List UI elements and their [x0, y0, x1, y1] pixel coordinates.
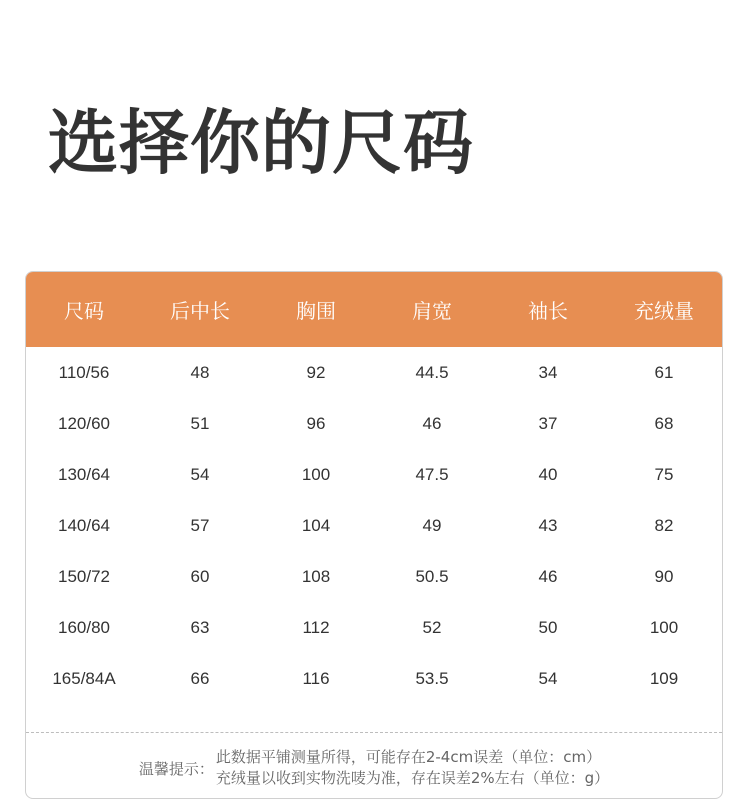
table-cell: 96: [306, 413, 326, 433]
table-cell: 47.5: [415, 464, 449, 484]
table-cell: 165/84A: [52, 668, 116, 688]
size-chart-card: [25, 271, 723, 799]
header-back-length: 后中长: [170, 299, 230, 323]
table-cell: 61: [654, 362, 674, 382]
table-cell: 140/64: [58, 515, 110, 535]
table-row: [26, 602, 722, 653]
table-cell: 66: [190, 668, 210, 688]
table-cell: 44.5: [415, 362, 449, 382]
table-cell: 40: [538, 464, 558, 484]
header-sleeve: 袖长: [528, 299, 568, 323]
header-size: 尺码: [64, 299, 104, 323]
table-cell: 54: [538, 668, 558, 688]
table-cell: 46: [538, 566, 558, 586]
table-cell: 34: [538, 362, 558, 382]
table-cell: 52: [422, 617, 442, 637]
size-chart-body: [26, 347, 722, 704]
table-cell: 57: [190, 515, 210, 535]
table-cell: 120/60: [58, 413, 110, 433]
table-cell: 82: [654, 515, 674, 535]
table-cell: 43: [538, 515, 558, 535]
header-chest: 胸围: [296, 299, 336, 323]
table-row: [26, 653, 722, 704]
table-row: [26, 398, 722, 449]
table-cell: 68: [654, 413, 674, 433]
table-cell: 37: [538, 413, 558, 433]
note-lines: [216, 747, 609, 789]
page-title: 选择你的尺码: [48, 102, 474, 184]
table-row: [26, 449, 722, 500]
table-cell: 100: [301, 464, 331, 484]
table-cell: 130/64: [58, 464, 110, 484]
table-cell: 110/56: [58, 362, 110, 382]
dashed-divider: [26, 732, 722, 733]
table-cell: 54: [190, 464, 210, 484]
table-cell: 51: [190, 413, 210, 433]
table-cell: 160/80: [58, 617, 110, 637]
table-row: [26, 347, 722, 398]
table-cell: 112: [302, 617, 330, 637]
table-cell: 109: [649, 668, 679, 688]
table-cell: 48: [190, 362, 210, 382]
table-cell: 60: [190, 566, 210, 586]
note-line-measure: 此数据平铺测量所得，可能存在2-4cm误差（单位：cm）: [215, 748, 602, 766]
table-cell: 63: [190, 617, 210, 637]
note: [26, 740, 722, 796]
table-cell: 150/72: [58, 566, 110, 586]
table-cell: 100: [649, 617, 679, 637]
header-fill-weight: 充绒量: [634, 299, 694, 323]
table-row: [26, 551, 722, 602]
table-cell: 75: [654, 464, 674, 484]
table-cell: 50.5: [415, 566, 449, 586]
table-cell: 49: [422, 515, 442, 535]
table-cell: 116: [302, 668, 330, 688]
table-cell: 108: [301, 566, 331, 586]
table-cell: 53.5: [415, 668, 449, 688]
table-cell: 92: [306, 362, 326, 382]
table-cell: 50: [538, 617, 558, 637]
note-label: 温馨提示：: [138, 759, 214, 778]
table-cell: 90: [654, 566, 674, 586]
table-cell: 104: [301, 515, 331, 535]
table-row: [26, 500, 722, 551]
size-chart-header: [26, 272, 722, 347]
note-line-fill: 充绒量以收到实物洗唛为准，存在误差2%左右（单位：g）: [215, 769, 610, 787]
table-cell: 46: [422, 413, 442, 433]
header-shoulder: 肩宽: [412, 299, 452, 323]
